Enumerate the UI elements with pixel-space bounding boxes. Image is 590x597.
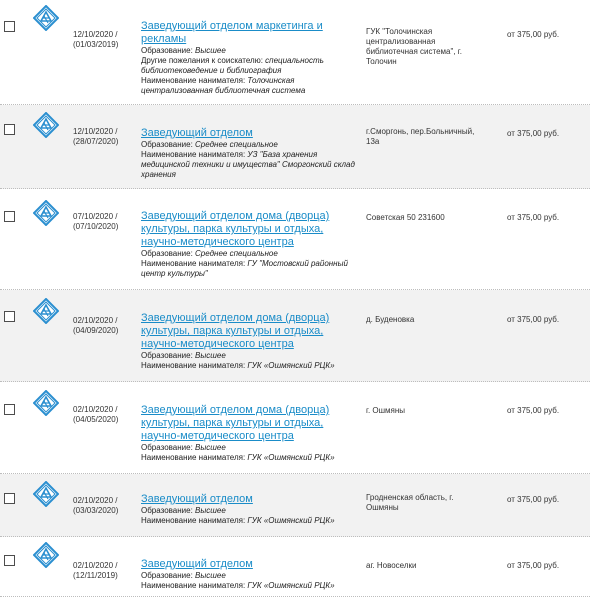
vacancy-salary: от 375,00 руб.	[507, 213, 560, 222]
employer-info: Наименование нанимателя: УЗ "База хранения медицинской техники и имущества" Сморгонский склад хранения	[141, 150, 355, 179]
original-date: (28/07/2020)	[73, 137, 119, 146]
vacancy-dates	[73, 496, 133, 516]
vacancy-title-link[interactable]: Заведующий отделом	[141, 493, 253, 505]
posted-date: 02/10/2020 /	[73, 316, 118, 325]
location-line: централизованная	[366, 37, 436, 46]
vacancy-salary: от 375,00 руб.	[507, 495, 560, 504]
select-checkbox[interactable]	[4, 211, 15, 222]
vacancy-dates	[73, 30, 133, 50]
vacancy-location	[366, 213, 496, 223]
select-checkbox[interactable]	[4, 555, 15, 566]
education-info: Образование: Высшее	[141, 506, 226, 515]
location-line: Гродненская область, г.	[366, 493, 454, 502]
vacancy-row	[0, 382, 590, 474]
wishes-value: специальность библиотековедение и библиография	[141, 56, 324, 75]
vacancy-dates	[73, 127, 133, 147]
posted-date: 12/10/2020 /	[73, 127, 118, 136]
vacancy-title-link[interactable]: Заведующий отделом	[141, 558, 253, 570]
employer-value: УЗ "База хранения медицинской техники и имущества" Сморгонский склад хранения	[141, 150, 355, 179]
select-checkbox[interactable]	[4, 311, 15, 322]
employer-info: Наименование нанимателя: ГУК «Ошмянский РЦК»	[141, 361, 335, 370]
employer-info: Наименование нанимателя: ГУК «Ошмянский РЦК»	[141, 581, 335, 590]
employer-value: Толочинская централизованная библиотечная система	[141, 76, 306, 95]
location-line: Толочин	[366, 57, 397, 66]
education-value: Высшее	[195, 443, 226, 452]
vacancy-row	[0, 474, 590, 537]
posted-date: 02/10/2020 /	[73, 405, 118, 414]
vacancy-location	[366, 561, 496, 571]
education-info: Образование: Среднее специальное	[141, 140, 278, 149]
employer-value: ГУК «Ошмянский РЦК»	[247, 516, 335, 525]
employment-service-logo-icon	[33, 112, 59, 138]
education-value: Высшее	[195, 571, 226, 580]
location-line: ГУК "Толочинская	[366, 27, 433, 36]
location-line: г. Ошмяны	[366, 406, 406, 415]
employment-service-logo-icon	[33, 200, 59, 226]
vacancy-title-link[interactable]: Заведующий отделом дома (дворца) культуры, парка культуры и отдыха, научно-методического центра	[141, 210, 330, 248]
education-value: Среднее специальное	[195, 249, 278, 258]
education-value: Высшее	[195, 506, 226, 515]
education-value: Среднее специальное	[195, 140, 278, 149]
vacancy-row	[0, 0, 590, 105]
vacancy-title-link[interactable]: Заведующий отделом	[141, 127, 253, 139]
vacancy-row	[0, 537, 590, 597]
location-line: Советская 50 231600	[366, 213, 445, 222]
location-line: д. Буденовка	[366, 315, 415, 324]
select-checkbox[interactable]	[4, 404, 15, 415]
original-date: (07/10/2020)	[73, 222, 119, 231]
vacancy-dates	[73, 405, 133, 425]
employer-value: ГУК «Ошмянский РЦК»	[247, 361, 335, 370]
vacancy-dates	[73, 316, 133, 336]
employer-info: Наименование нанимателя: ГУК «Ошмянский РЦК»	[141, 516, 335, 525]
education-info: Образование: Высшее	[141, 351, 226, 360]
location-line: библиотечная система", г.	[366, 47, 462, 56]
employer-value: ГУ "Мостовский районный центр культуры"	[141, 259, 348, 278]
vacancy-row	[0, 105, 590, 189]
employment-service-logo-icon	[33, 481, 59, 507]
original-date: (03/03/2020)	[73, 506, 119, 515]
posted-date: 07/10/2020 /	[73, 212, 118, 221]
vacancy-content	[141, 312, 356, 371]
vacancy-content	[141, 404, 356, 463]
vacancy-location	[366, 406, 496, 416]
vacancy-title-link[interactable]: Заведующий отделом дома (дворца) культуры, парка культуры и отдыха, научно-методического центра	[141, 404, 330, 442]
vacancy-content	[141, 493, 356, 526]
original-date: (04/05/2020)	[73, 415, 119, 424]
original-date: (12/11/2019)	[73, 571, 118, 580]
employer-value: ГУК «Ошмянский РЦК»	[247, 581, 335, 590]
employer-info: Наименование нанимателя: ГУ "Мостовский районный центр культуры"	[141, 259, 348, 278]
vacancy-content	[141, 210, 356, 279]
posted-date: 02/10/2020 /	[73, 561, 118, 570]
employer-info: Наименование нанимателя: Толочинская централизованная библиотечная система	[141, 76, 306, 95]
vacancy-content	[141, 127, 356, 180]
vacancy-content	[141, 20, 356, 96]
vacancy-location	[366, 127, 496, 147]
vacancy-dates	[73, 212, 133, 232]
location-line: г.Сморгонь, пер.Больничный,	[366, 127, 475, 136]
posted-date: 12/10/2020 /	[73, 30, 118, 39]
vacancy-salary: от 375,00 руб.	[507, 315, 560, 324]
vacancy-row	[0, 290, 590, 382]
wishes-info: Другие пожелания к соискателю: специальность библиотековедение и библиография	[141, 56, 324, 75]
education-info: Образование: Высшее	[141, 46, 226, 55]
employer-value: ГУК «Ошмянский РЦК»	[247, 453, 335, 462]
vacancy-title-link[interactable]: Заведующий отделом маркетинга и рекламы	[141, 20, 323, 45]
original-date: (04/09/2020)	[73, 326, 119, 335]
select-checkbox[interactable]	[4, 493, 15, 504]
employment-service-logo-icon	[33, 390, 59, 416]
select-checkbox[interactable]	[4, 124, 15, 135]
employment-service-logo-icon	[33, 542, 59, 568]
vacancy-title-link[interactable]: Заведующий отделом дома (дворца) культуры, парка культуры и отдыха, научно-методического центра	[141, 312, 330, 350]
location-line: аг. Новоселки	[366, 561, 417, 570]
education-value: Высшее	[195, 46, 226, 55]
vacancy-location	[366, 493, 496, 513]
education-info: Образование: Среднее специальное	[141, 249, 278, 258]
select-checkbox[interactable]	[4, 21, 15, 32]
education-info: Образование: Высшее	[141, 571, 226, 580]
vacancy-location	[366, 315, 496, 325]
posted-date: 02/10/2020 /	[73, 496, 118, 505]
employment-service-logo-icon	[33, 298, 59, 324]
vacancy-row	[0, 189, 590, 290]
location-line: 13а	[366, 137, 380, 146]
location-line: Ошмяны	[366, 503, 399, 512]
vacancy-salary: от 375,00 руб.	[507, 561, 560, 570]
employer-info: Наименование нанимателя: ГУК «Ошмянский РЦК»	[141, 453, 335, 462]
education-info: Образование: Высшее	[141, 443, 226, 452]
vacancy-content	[141, 558, 356, 591]
vacancy-salary: от 375,00 руб.	[507, 406, 560, 415]
employment-service-logo-icon	[33, 5, 59, 31]
original-date: (01/03/2019)	[73, 40, 119, 49]
vacancy-salary: от 375,00 руб.	[507, 129, 560, 138]
vacancy-location	[366, 27, 496, 67]
vacancy-salary: от 375,00 руб.	[507, 30, 560, 39]
vacancy-dates	[73, 561, 133, 581]
education-value: Высшее	[195, 351, 226, 360]
